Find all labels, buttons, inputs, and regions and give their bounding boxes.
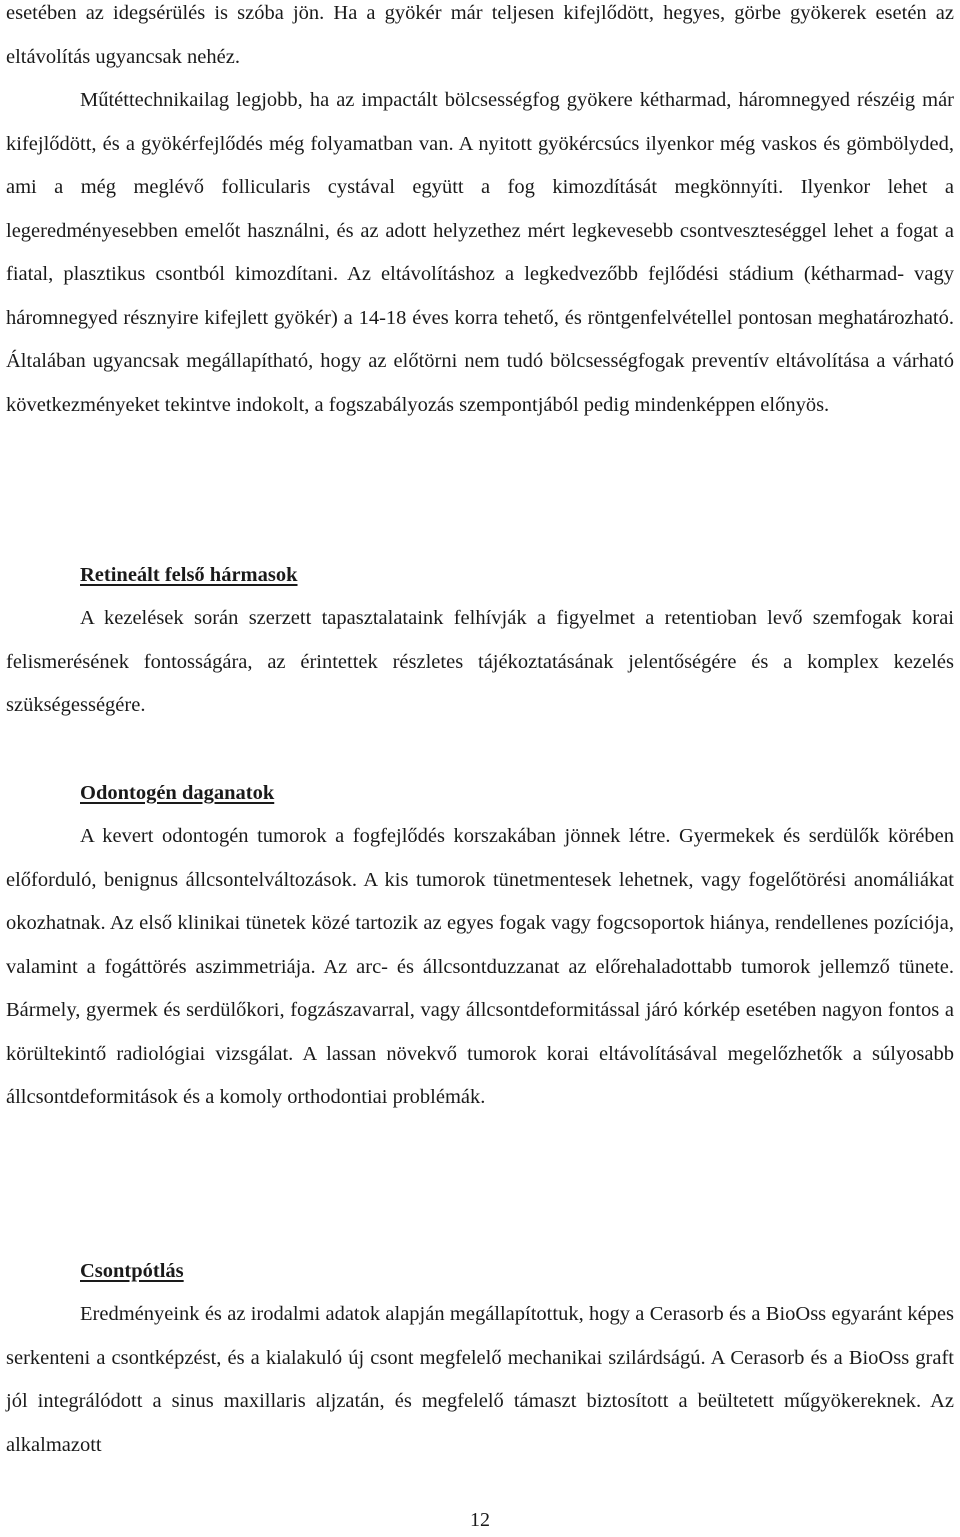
paragraph-retained-canines: A kezelések során szerzett tapasztalataink felhívják a figyelmet a retentioban levő szemfogak korai felismerésének fontosságára, az érintettek részletes tájékoztatásának jelentőségére és a komplex kezelés szükségességére. <box>6 607 954 716</box>
paragraph-bone-replacement: Eredményeink és az irodalmi adatok alapján megállapítottuk, hogy a Cerasorb és a BioOss egyaránt képes serkenteni a csontképzést, és a kialakuló új csont megfelelő mechanikai szilárdságú. A Cerasorb és a BioOss graft jól integrálódott a sinus maxillaris aljzatán, és megfelelő támaszt biztosított a beültetett műgyökereknek. Az alkalmazott <box>6 1303 954 1456</box>
section-heading-bone-replacement: Csontpótlás <box>80 1260 184 1282</box>
section-heading-bone-replacement-wrap <box>6 1250 184 1294</box>
intro-block <box>6 0 954 427</box>
section-body-bone-replacement-wrap <box>6 1293 954 1467</box>
section-body-odontogenic-tumors-wrap <box>6 815 954 1120</box>
paragraph-intro-continued: esetében az idegsérülés is szóba jön. Ha a gyökér már teljesen kifejlődött, hegyes, görbe gyökerek esetén az eltávolítás ugyancsak nehéz. <box>6 2 954 68</box>
section-heading-odontogenic-tumors: Odontogén daganatok <box>80 782 275 804</box>
paragraph-odontogenic-tumors: A kevert odontogén tumorok a fogfejlődés korszakában jönnek létre. Gyermekek és serdülők körében előforduló, benignus állcsontelváltozások. A kis tumorok tünetmentesek lehetnek, vagy fogelőtörési anomáliákat okozhatnak. Az első klinikai tünetek közé tartozik az egyes fogak vagy fogcsoportok hiánya, rendellenes pozíciója, valamint a fogáttörés aszimmetriája. Az arc- és állcsontduzzanat az előrehaladottabb tumorok jellemző tünete. Bármely, gyermek és serdülőkori, fogzászavarral, vagy állcsontdeformitással járó kórkép esetében nagyon fontos a körültekintő radiológiai vizsgálat. A lassan növekvő tumorok korai eltávolításával megelőzhetők a súlyosabb állcsontdeformitások és a komoly orthodontiai problémák. <box>6 825 954 1108</box>
page-number: 12 <box>470 1509 490 1531</box>
section-heading-retained-canines: Retineált felső hármasok <box>80 564 298 586</box>
section-heading-retained-canines-wrap <box>6 554 298 598</box>
section-body-retained-canines-wrap <box>6 597 954 728</box>
section-heading-odontogenic-tumors-wrap <box>6 772 274 816</box>
paragraph-wisdom-tooth: Műtéttechnikailag legjobb, ha az impactált bölcsességfog gyökere kétharmad, háromnegyed részéig már kifejlődött, és a gyökérfejlődés még folyamatban van. A nyitott gyökércsúcs ilyenkor még vaskos és gömbölyded, ami a még meglévő follicularis cystával együtt a fog kimozdítását megkönnyíti. Ilyenkor lehet a legeredményesebben emelőt használni, és az adott helyzethez mért legkevesebb csontveszteséggel lehet a fogat a fiatal, plasztikus csontból kimozdítani. Az eltávolításhoz a legkedvezőbb fejlődési stádium (kétharmad- vagy háromnegyed résznyire kifejlett gyökér) a 14-18 éves korra tehető, és röntgenfelvétellel pontosan meghatározható. Általában ugyancsak megállapítható, hogy az előtörni nem tudó bölcsességfogak preventív eltávolítása a várható következményeket tekintve indokolt, a fogszabályozás szempontjából pedig mindenképpen előnyös. <box>6 89 954 416</box>
